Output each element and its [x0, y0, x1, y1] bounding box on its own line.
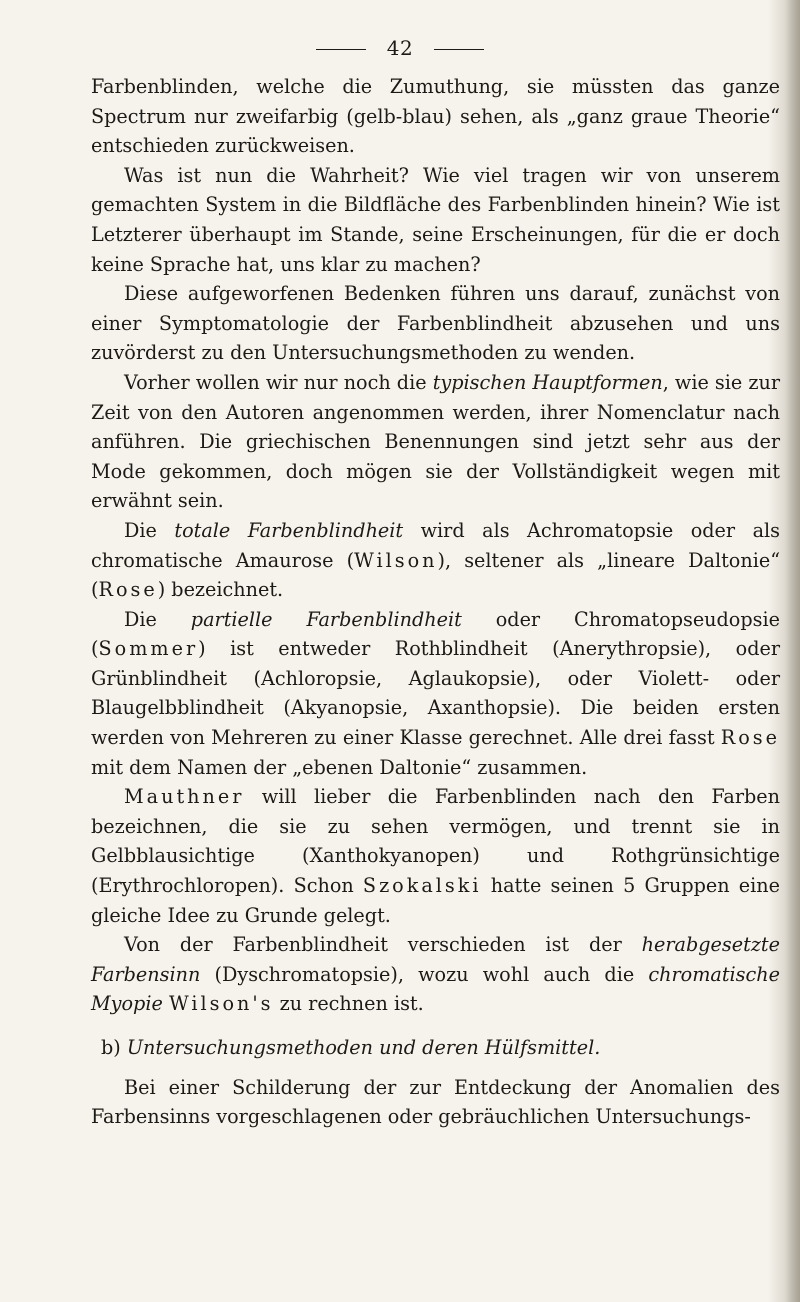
header-dash-left [316, 49, 366, 50]
paragraph-mauthner [91, 782, 780, 930]
page-number: 42 [386, 36, 414, 60]
header-dash-right [434, 49, 484, 50]
paragraph-dyschromatopsie [91, 930, 780, 1019]
subheading-title: Untersuchungsmethoden und deren Hülfsmittel. [126, 1036, 601, 1059]
paragraph-partielle [91, 605, 780, 783]
emphasis: chromatische Myopie [91, 962, 780, 1016]
text-run: zu rechnen ist. [273, 992, 424, 1016]
text-run: (Dyschromatopsie), wozu wohl auch die [200, 962, 649, 986]
subheading-label: b) [101, 1036, 121, 1059]
paragraph-totale [91, 516, 780, 605]
section-subheading [91, 1033, 780, 1063]
author-name: Sommer [98, 637, 199, 661]
emphasis: herabgesetzte Farbensinn [91, 933, 780, 986]
text-run: Die [124, 518, 175, 542]
text-run: Die [124, 607, 191, 631]
text-run: mit dem Namen der „ebenen Daltonie“ zusammen. [91, 755, 588, 779]
text-run: hatte seinen 5 Gruppen eine gleiche Idee zu Grunde gelegt. [91, 874, 780, 927]
paragraph: Diese aufgeworfenen Bedenken führen uns darauf, zunächst von einer Symptomatologie der Farbenblindheit abzusehen und uns zuvörderst zu den Untersuchungsmethoden zu wenden. [91, 282, 780, 365]
text-run: , wie sie zur Zeit von den Autoren angenommen werden, ihrer Nomenclatur nach anführen. Die griechischen Benennungen sind jetzt sehr aus der Mode gekommen, doch mögen sie der Vollständigkeit wegen mit erwähnt sein. [91, 370, 780, 513]
text-run: ), seltener als „lineare Daltonie“ ( [91, 548, 781, 602]
text-run: Vorher wollen wir nur noch die [124, 370, 433, 394]
author-name: Wilson's [168, 992, 274, 1016]
text-run: ) ist entweder Rothblindheit (Anerythropsie), oder Grünblindheit (Achloropsie, Aglaukopsie), oder Violett- oder Blaugelbblindheit (Akyanopsie, Axanthopsie). Die beiden ersten werden von Mehreren zu einer Klasse gerechnet. Alle drei fasst [91, 637, 780, 750]
paragraph: Was ist nun die Wahrheit? Wie viel tragen wir von unserem gemachten System in die Bildfläche des Farbenblinden hinein? Wie ist Letzterer überhaupt im Stande, seine Erscheinungen, für die er doch keine Sprache hat, uns klar zu machen? [91, 163, 780, 276]
author-name: Wilson [354, 548, 438, 572]
emphasis: partielle Farbenblindheit [190, 607, 462, 631]
body-text [91, 72, 780, 1132]
emphasis: typischen Hauptformen [432, 370, 663, 394]
paragraph-untersuchung: Bei einer Schilderung der zur Entdeckung der Anomalien des Farbensinns vorgeschlagenen oder gebräuchlichen Untersuchungs- [91, 1075, 780, 1129]
author-name: Rose [98, 578, 158, 602]
author-name: Szokalski [362, 874, 482, 898]
text-run: ) bezeichnet. [157, 578, 284, 602]
text-run: oder Chromatopseudopsie ( [91, 607, 780, 661]
page-header [0, 36, 800, 60]
author-name: Rose [720, 726, 780, 750]
text-run: will lieber die Farbenblinden nach den Farben bezeichnen, die sie zu sehen vermögen, und trennt sie in Gelbblausichtige (Xanthokyanopen) und Rothgrünsichtige (Erythrochloropen). Schon [91, 785, 780, 898]
text-run: Von der Farbenblindheit verschieden ist der [124, 933, 642, 957]
text-run: wird als Achromatopsie oder als chromatische Amaurose ( [91, 518, 780, 572]
page-edge-shadow [786, 0, 800, 1302]
emphasis: totale Farbenblindheit [174, 518, 404, 542]
author-name: Mauthner [124, 785, 245, 809]
paragraph-continued: Farbenblinden, welche die Zumuthung, sie müssten das ganze Spectrum nur zweifarbig (gelb-blau) sehen, als „ganz graue Theorie“ entschieden zurückweisen. [91, 75, 780, 158]
paragraph-hauptformen [91, 368, 780, 516]
